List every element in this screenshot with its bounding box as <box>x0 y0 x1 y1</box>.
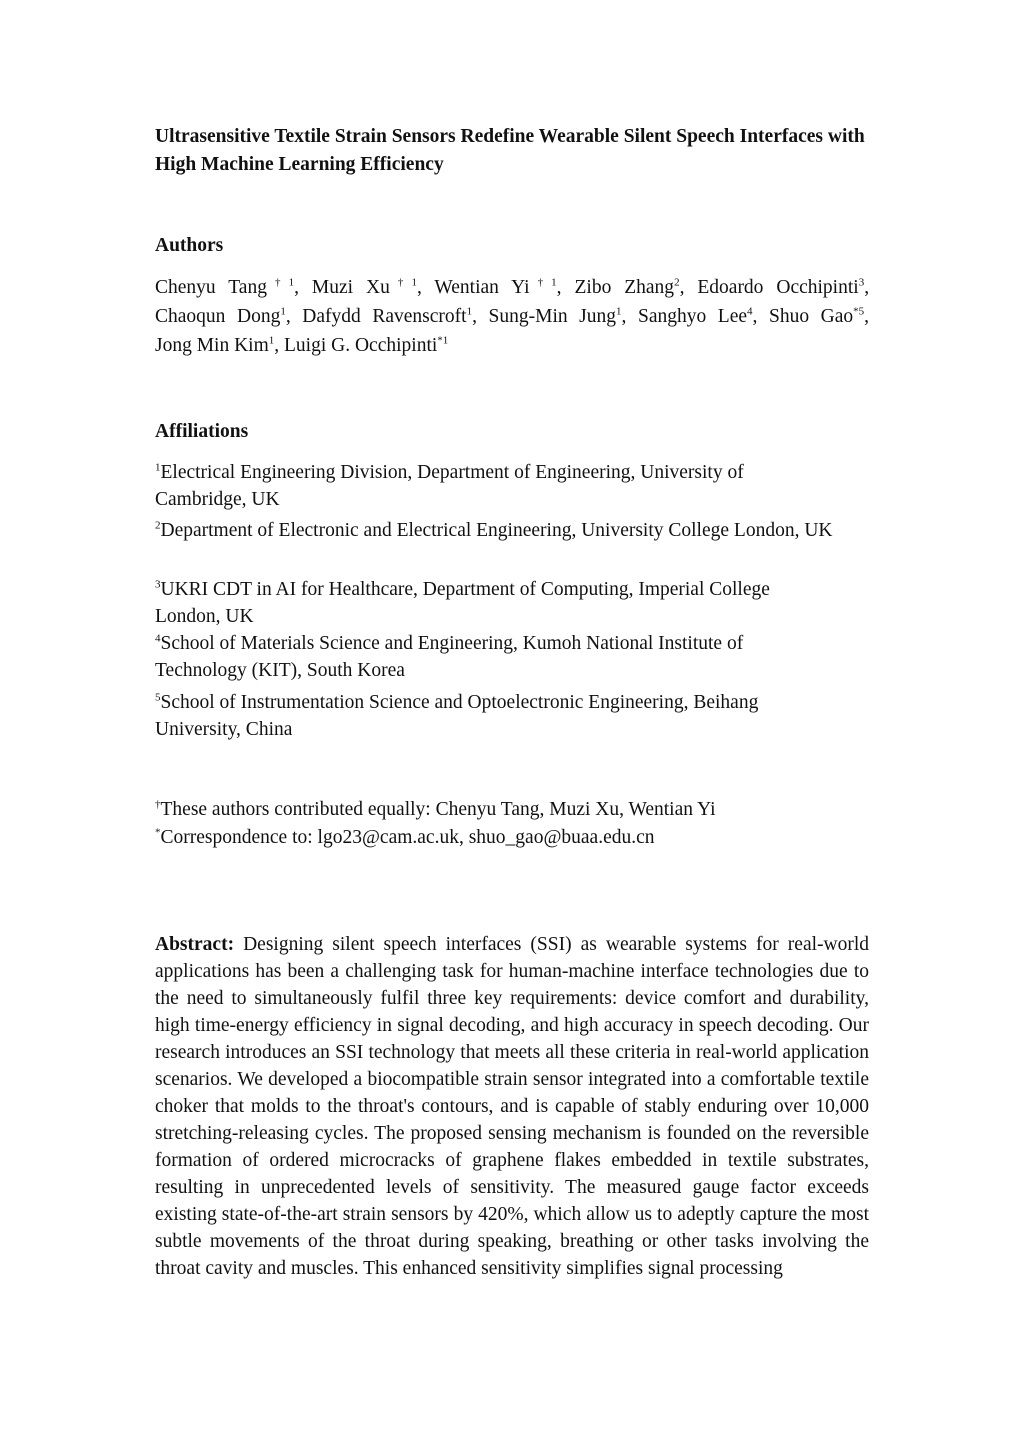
author: Jong Min Kim$^1$, <box>155 334 280 356</box>
affiliation-item: $^2$Department of Electronic and Electrical Engineering, University College London, UK <box>155 519 833 541</box>
author: Shuo Gao$^{*5}$, <box>768 305 870 327</box>
author: Chaoqun Dong$^1$, <box>155 305 291 327</box>
affiliation-item: $^5$School of Instrumentation Science and Optoelectronic Engineering, Beihang University, China <box>155 691 759 740</box>
author: Wentian Yi$^{\dagger 1}$, <box>434 276 562 298</box>
author: Zibo Zhang$^2$, <box>574 276 685 298</box>
affiliation-item: $^1$Electrical Engineering Division, Department of Engineering, University of Cambridge, UK <box>155 461 744 510</box>
abstract-text: Designing silent speech interfaces (SSI) as wearable systems for real-world applications has been a challenging task for human-machine interface technologies due to the need to simultaneously fulfil three key requirements: device comfort and durability, high time-energy efficiency in signal decoding, and high accuracy in speech decoding. Our research introduces an SSI technology that meets all these criteria in real-world application scenarios. We developed a biocompatible strain sensor integrated into a comfortable textile choker that molds to the throat's contours, and is capable of stably enduring over 10,000 stretching-releasing cycles. The proposed sensing mechanism is founded on the reversible formation of ordered microcracks of graphene flakes embedded in textile substrates, resulting in unprecedented levels of sensitivity. The measured gauge factor exceeds existing state-of-the-art strain sensors by 420%, which allow us to adeptly capture the most subtle movements of the throat during speaking, breathing or other tasks involving the throat cavity and muscles. This enhanced sensitivity simplifies signal processing <box>155 934 869 1279</box>
author: Dafydd Ravenscroft$^1$, <box>302 305 477 327</box>
author: Sung-Min Jung$^1$, <box>488 305 627 327</box>
author: Chenyu Tang$^{\dagger 1}$, <box>155 276 299 298</box>
author-list <box>155 273 869 360</box>
affiliations-heading: Affiliations <box>155 421 249 442</box>
affiliation-item: $^3$UKRI CDT in AI for Healthcare, Department of Computing, Imperial College London, UK <box>155 578 770 627</box>
equal-contribution-note: †These authors contributed equally: Chenyu Tang, Muzi Xu, Wentian Yi <box>155 798 716 820</box>
affiliation-item: $^4$School of Materials Science and Engineering, Kumoh National Institute of Technology (KIT), South Korea <box>155 632 744 681</box>
paper-title: Ultrasensitive Textile Strain Sensors Redefine Wearable Silent Speech Interfaces with High Machine Learning Efficiency <box>155 126 865 175</box>
abstract <box>155 931 869 1309</box>
author: Edoardo Occhipinti$^3$, <box>697 276 870 298</box>
author: Luigi G. Occhipinti$^{*1}$ <box>284 334 449 356</box>
correspondence-note: *Correspondence to: lgo23@cam.ac.uk, shuo_gao@buaa.edu.cn <box>155 826 655 848</box>
authors-heading: Authors <box>155 235 224 256</box>
author: Muzi Xu$^{\dagger 1}$, <box>311 276 422 298</box>
author: Sanghyo Lee$^4$, <box>637 305 758 327</box>
abstract-label: Abstract: <box>155 934 235 955</box>
